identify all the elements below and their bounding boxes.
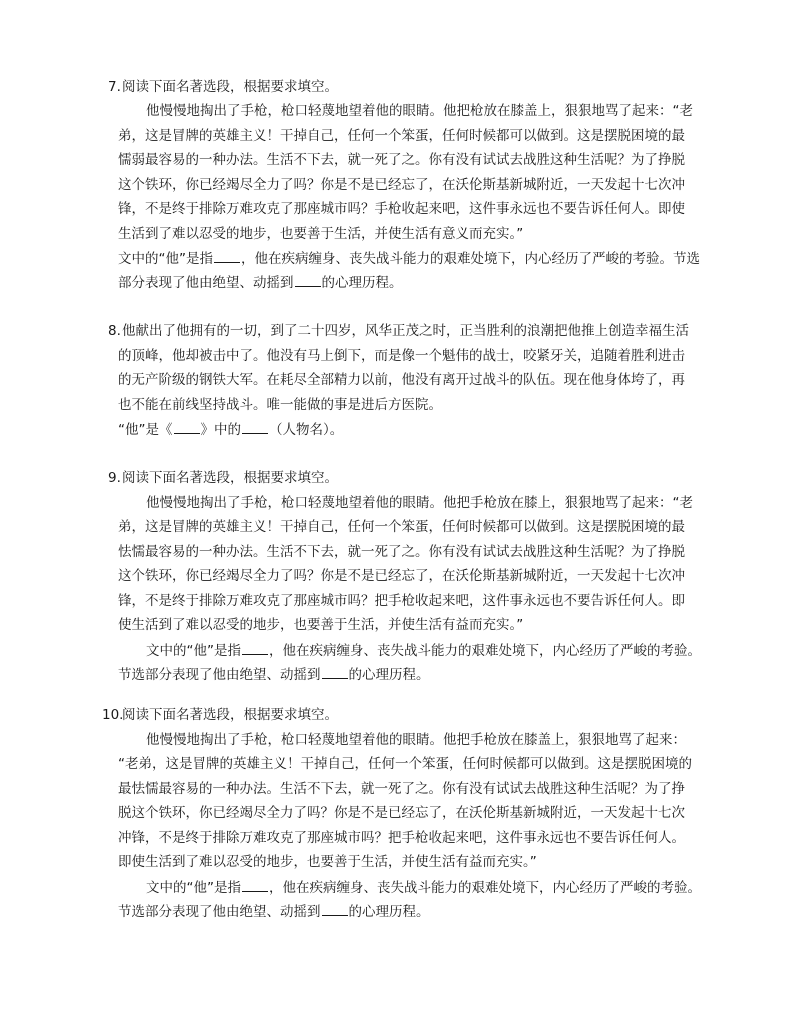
passage-line: 他慢慢地掏出了手枪，枪口轻蔑地望着他的眼睛。他把手枪放在膝盖上，狠狠地骂了起来：: [146, 732, 686, 748]
question-instruction: 阅读下面名著选段，根据要求填空。: [122, 470, 338, 486]
passage-line: 即使生活到了难以忍受的地步，也要善于生活，并使生活有益而充实。”: [118, 854, 537, 870]
passage-line: 锋，不是终于排除万难攻克了那座城市吗？把手枪收起来吧，这件事永远也不要告诉任何人。即: [118, 593, 685, 609]
answer-prompt: [118, 249, 700, 268]
answer-blank-1[interactable]: [214, 249, 240, 263]
passage-line: 也不能在前线坚持战斗。唯一能做的事是进后方医院。: [118, 397, 442, 413]
prompt-text: 》中的: [200, 422, 241, 438]
answer-blank-character[interactable]: [242, 420, 268, 434]
passage-line: 弟，这是冒牌的英雄主义！干掉自己，任何一个笨蛋，任何时候都可以做到。这是摆脱困境的最: [118, 128, 685, 144]
prompt-text: 的心理历程。: [348, 904, 430, 920]
answer-prompt: [118, 902, 430, 921]
passage-line: 锋，不是终于排除万难攻克了那座城市吗？手枪收起来吧，这件事永远也不要告诉任何人。即使: [118, 201, 685, 217]
answer-blank-2[interactable]: [295, 273, 321, 287]
passage-line: 生活到了难以忍受的地步，也要善于生活，并使生活有意义而充实。”: [118, 226, 524, 242]
passage-line: 脱这个铁环，你已经竭尽全力了吗？你是不是已经忘了，在沃伦斯基新城附近，一天发起十七次: [118, 805, 685, 821]
answer-blank-2[interactable]: [322, 902, 348, 916]
passage-line: 这个铁环，你已经竭尽全力了吗？你是不是已经忘了，在沃伦斯基新城附近，一天发起十七次冲: [118, 568, 685, 584]
question-number: 8.: [108, 323, 121, 339]
prompt-text: 文中的“他”是指: [118, 251, 213, 267]
answer-prompt: [118, 273, 403, 292]
prompt-text: 的心理历程。: [321, 275, 403, 291]
passage-line: 的无产阶级的钢铁大军。在耗尽全部精力以前，他没有离开过战斗的队伍。现在他身体垮了，再: [118, 372, 685, 388]
question-number: 10.: [102, 707, 124, 723]
answer-prompt: [118, 420, 343, 439]
question-number: 9.: [108, 470, 121, 486]
prompt-text: 文中的“他”是指: [146, 643, 241, 659]
answer-blank-book[interactable]: [174, 420, 200, 434]
passage-line: 懦弱最容易的一种办法。生活不下去，就一死了之。你有没有试试去战胜这种生活呢？为了挣脱: [118, 152, 685, 168]
question-instruction: 阅读下面名著选段，根据要求填空。: [122, 707, 338, 723]
passage-line: 使生活到了难以忍受的地步，也要善于生活，并使生活有益而充实。”: [118, 617, 524, 633]
prompt-text: 文中的“他”是指: [146, 880, 241, 896]
passage-line: 最怯懦最容易的一种办法。生活不下去，就一死了之。你有没有试试去战胜这种生活呢？为了挣: [118, 781, 685, 797]
answer-prompt: [146, 641, 701, 660]
question-instruction: 阅读下面名著选段，根据要求填空。: [122, 79, 338, 95]
passage-line: 的顶峰，他却被击中了。他没有马上倒下，而是像一个魁伟的战士，咬紧牙关，追随着胜利进击: [118, 348, 685, 364]
prompt-text: （人物名）。: [269, 422, 344, 438]
passage-line: 弟，这是冒牌的英雄主义！干掉自己，任何一个笨蛋，任何时候都可以做到。这是摆脱困境的最: [118, 519, 685, 535]
prompt-text: ，他在疾病缠身、丧失战斗能力的艰难处境下，内心经历了严峻的考验。节选: [241, 251, 700, 267]
prompt-text: “他”是《: [118, 422, 173, 438]
prompt-text: 节选部分表现了他由绝望、动摇到: [118, 667, 321, 683]
answer-prompt: [118, 665, 430, 684]
answer-blank-2[interactable]: [322, 665, 348, 679]
passage-line: 这个铁环，你已经竭尽全力了吗？你是不是已经忘了，在沃伦斯基新城附近，一天发起十七次冲: [118, 177, 685, 193]
prompt-text: ，他在疾病缠身、丧失战斗能力的艰难处境下，内心经历了严峻的考验。: [269, 643, 701, 659]
prompt-text: ，他在疾病缠身、丧失战斗能力的艰难处境下，内心经历了严峻的考验。: [269, 880, 701, 896]
passage-line: 冲锋，不是终于排除万难攻克了那座城市吗？把手枪收起来吧，这件事永远也不要告诉任何人。: [118, 830, 685, 846]
prompt-text: 部分表现了他由绝望、动摇到: [118, 275, 294, 291]
passage-line: 他献出了他拥有的一切，到了二十四岁，风华正茂之时，正当胜利的浪潮把他推上创造幸福生活: [122, 323, 689, 339]
answer-prompt: [146, 878, 701, 897]
prompt-text: 节选部分表现了他由绝望、动摇到: [118, 904, 321, 920]
passage-line: “老弟，这是冒牌的英雄主义！干掉自己，任何一个笨蛋，任何时候都可以做到。这是摆脱困境的: [118, 756, 692, 772]
question-number: 7.: [108, 79, 121, 95]
passage-line: 怯懦最容易的一种办法。生活不下去，就一死了之。你有没有试试去战胜这种生活呢？为了挣脱: [118, 544, 685, 560]
answer-blank-1[interactable]: [242, 878, 268, 892]
passage-line: 他慢慢地掏出了手枪，枪口轻蔑地望着他的眼睛。他把手枪放在膝上，狠狠地骂了起来：“老: [146, 495, 693, 511]
answer-blank-1[interactable]: [242, 641, 268, 655]
prompt-text: 的心理历程。: [348, 667, 430, 683]
passage-line: 他慢慢地掏出了手枪，枪口轻蔑地望着他的眼睛。他把枪放在膝盖上，狠狠地骂了起来：“老: [146, 103, 693, 119]
